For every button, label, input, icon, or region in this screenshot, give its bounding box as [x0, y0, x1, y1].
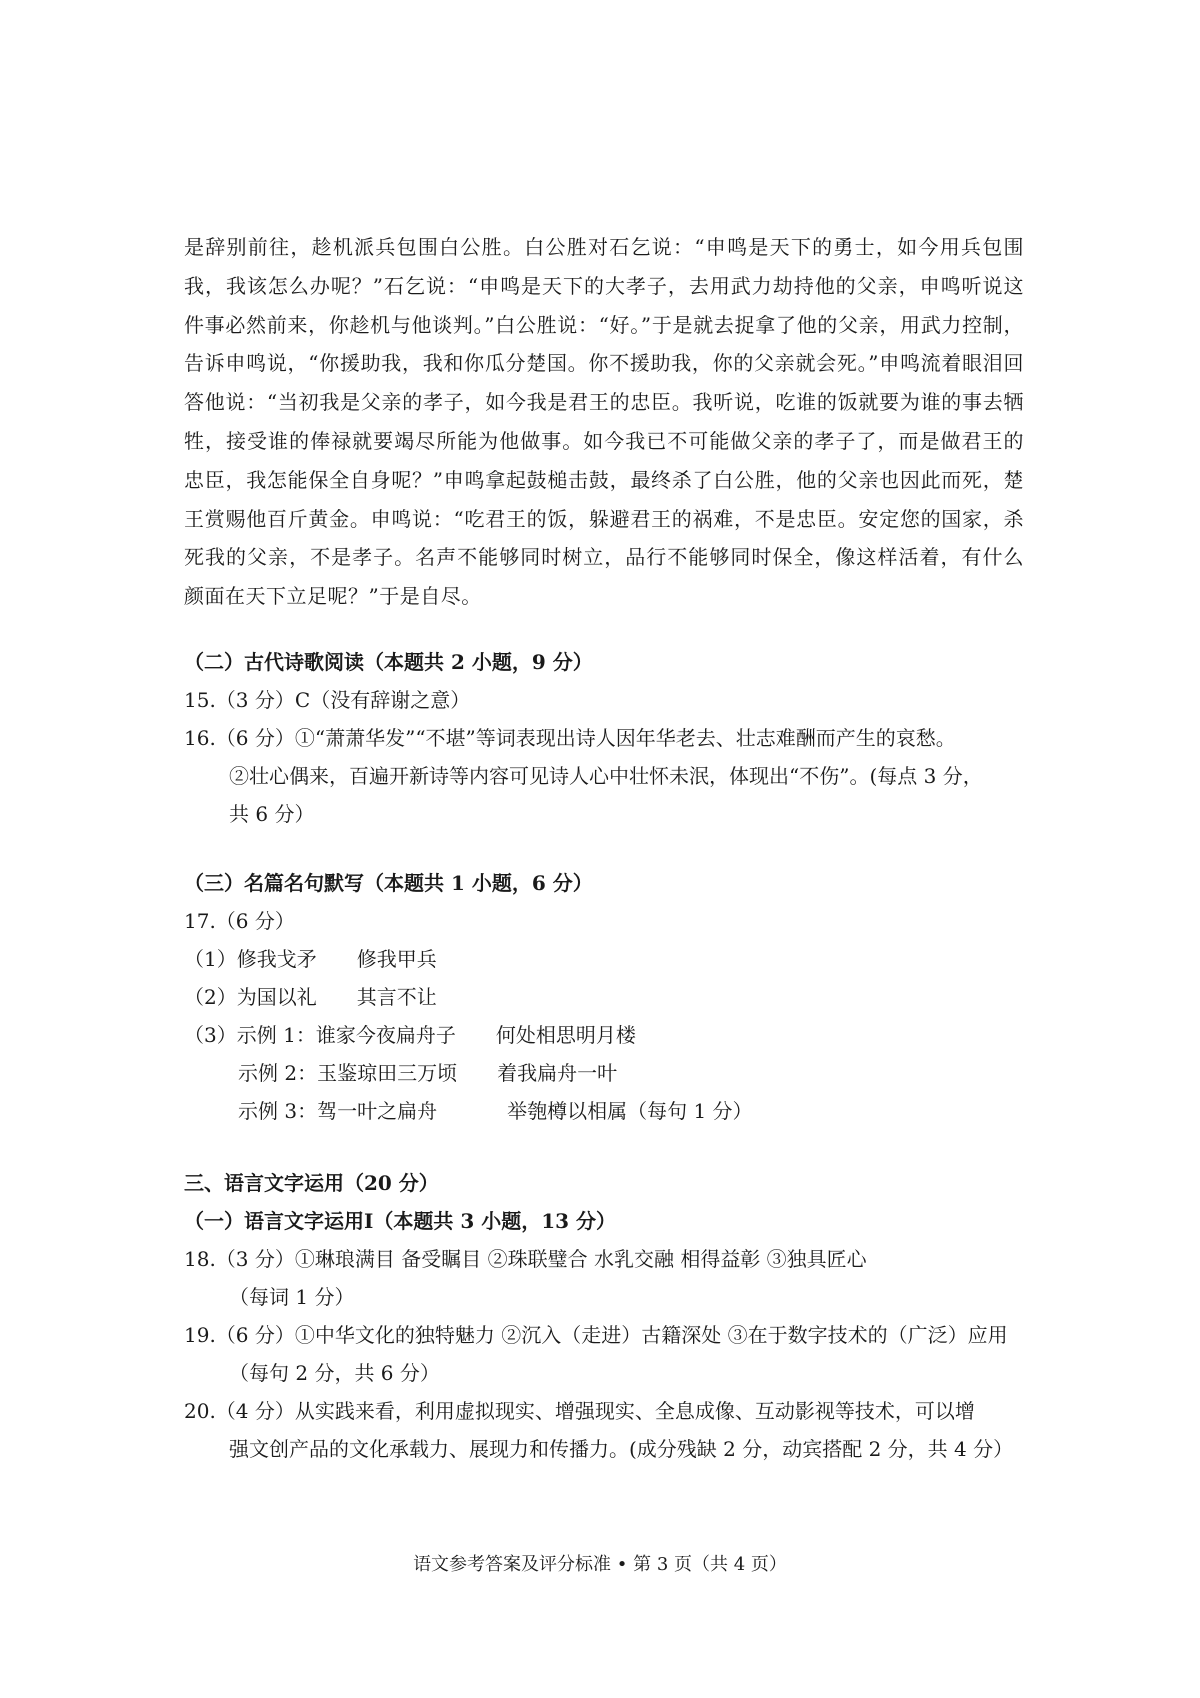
example-label: 示例 2：: [238, 1061, 318, 1085]
second-sentence: 何处相思明月楼: [495, 1023, 636, 1047]
classical-text-translation: 是辞别前往，趁机派兵包围白公胜。白公胜对石乞说：“申鸣是天下的勇士，如今用兵包围我，我该怎么办呢？”石乞说：“申鸣是天下的大孝子，去用武力劫持他的父亲，申鸣听说这件事必然前来，你趁机与他谈判。”白公胜说：“好。”于是就去捉拿了他的父亲，用武力控制，告诉申鸣说，“你援助我，我和你瓜分楚国。你不援助我，你的父亲就会死。”申鸣流着眼泪回答他说：“当初我是父亲的孝子，如今我是君王的忠臣。我听说，吃谁的饭就要为谁的事去牺牲，接受谁的俸禄就要竭尽所能为他做事。如今我已不可能做父亲的孝子了，而是做君王的忠臣，我怎能保全自身呢？”申鸣拿起鼓槌击鼓，最终杀了白公胜，他的父亲也因此而死，楚王赏赐他百斤黄金。申鸣说：“吃君王的饭，躲避君王的祸难，不是忠臣。安定您的国家，杀死我的父亲，不是孝子。名声不能够同时树立，品行不能够同时保全，像这样活着，有什么颜面在天下立足呢？”于是自尽。: [184, 235, 1024, 609]
answer-q16-line-1: 16.（6 分）①“萧萧华发”“不堪”等词表现出诗人因年华老去、壮志难酬而产生的哀愁。: [184, 726, 956, 750]
first-sentence: 谁家今夜扁舟子: [315, 1023, 456, 1047]
first-sentence: 玉鉴琼田三万顷: [317, 1061, 458, 1085]
first-sentence: 驾一叶之扁舟: [317, 1099, 438, 1123]
answer-q20-line-1: 20.（4 分）从实践来看，利用虚拟现实、增强现实、全息成像、互动影视等技术，可以增: [184, 1399, 975, 1423]
answer-q17-item-2: [184, 978, 437, 1016]
item-number: （3）: [184, 1023, 237, 1047]
answer-q16-line-3: 共 6 分）: [229, 802, 315, 826]
answer-q15: 15.（3 分）C（没有辞谢之意）: [184, 688, 471, 712]
second-sentence: 举匏樽以相属: [507, 1099, 628, 1123]
answer-q19-line-2: （每句 2 分，共 6 分）: [229, 1361, 440, 1385]
answer-q17-item-3-example-2: [238, 1054, 617, 1092]
answer-q18-line-2: （每词 1 分）: [229, 1285, 355, 1309]
second-sentence: 着我扁舟一叶: [497, 1061, 618, 1085]
second-sentence: 修我甲兵: [356, 947, 437, 971]
second-sentence: 其言不让: [356, 985, 437, 1009]
answer-q17-item-3-example-3: [238, 1092, 753, 1130]
answer-q16-line-2: ②壮心偶来，百遍开新诗等内容可见诗人心中壮怀未泯，体现出“不伤”。(每点 3 分，: [229, 764, 983, 788]
answer-q20-line-2: 强文创产品的文化承载力、展现力和传播力。(成分残缺 2 分，动宾搭配 2 分，共 4 分）: [229, 1437, 1014, 1461]
first-sentence: 为国以礼: [236, 985, 317, 1009]
answer-q17: 17.（6 分）: [184, 909, 295, 933]
language-subsection-heading: （一）语言文字运用Ⅰ（本题共 3 小题，13 分）: [184, 1209, 616, 1233]
answer-q17-item-3-example-1: [184, 1016, 636, 1054]
example-label: 示例 1：: [236, 1023, 316, 1047]
recitation-section-heading: （三）名篇名句默写（本题共 1 小题，6 分）: [184, 871, 593, 895]
language-section-heading: 三、语言文字运用（20 分）: [184, 1171, 439, 1195]
item-number: （2）: [184, 985, 237, 1009]
first-sentence: 修我戈矛: [236, 947, 317, 971]
page-footer: 语文参考答案及评分标准 • 第 3 页（共 4 页）: [413, 1554, 787, 1575]
answer-q18-line-1: 18.（3 分）①琳琅满目 备受瞩目 ②珠联璧合 水乳交融 相得益彰 ③独具匠心: [184, 1247, 867, 1271]
poetry-section-heading: （二）古代诗歌阅读（本题共 2 小题，9 分）: [184, 650, 593, 674]
example-label: 示例 3：: [238, 1099, 318, 1123]
answer-q17-item-1: [184, 940, 437, 978]
item-number: （1）: [184, 947, 237, 971]
answer-q19-line-1: 19.（6 分）①中华文化的独特魅力 ②沉入（走进）古籍深处 ③在于数字技术的（广泛）应用: [184, 1323, 1008, 1347]
scoring-note: （每句 1 分）: [627, 1099, 753, 1123]
